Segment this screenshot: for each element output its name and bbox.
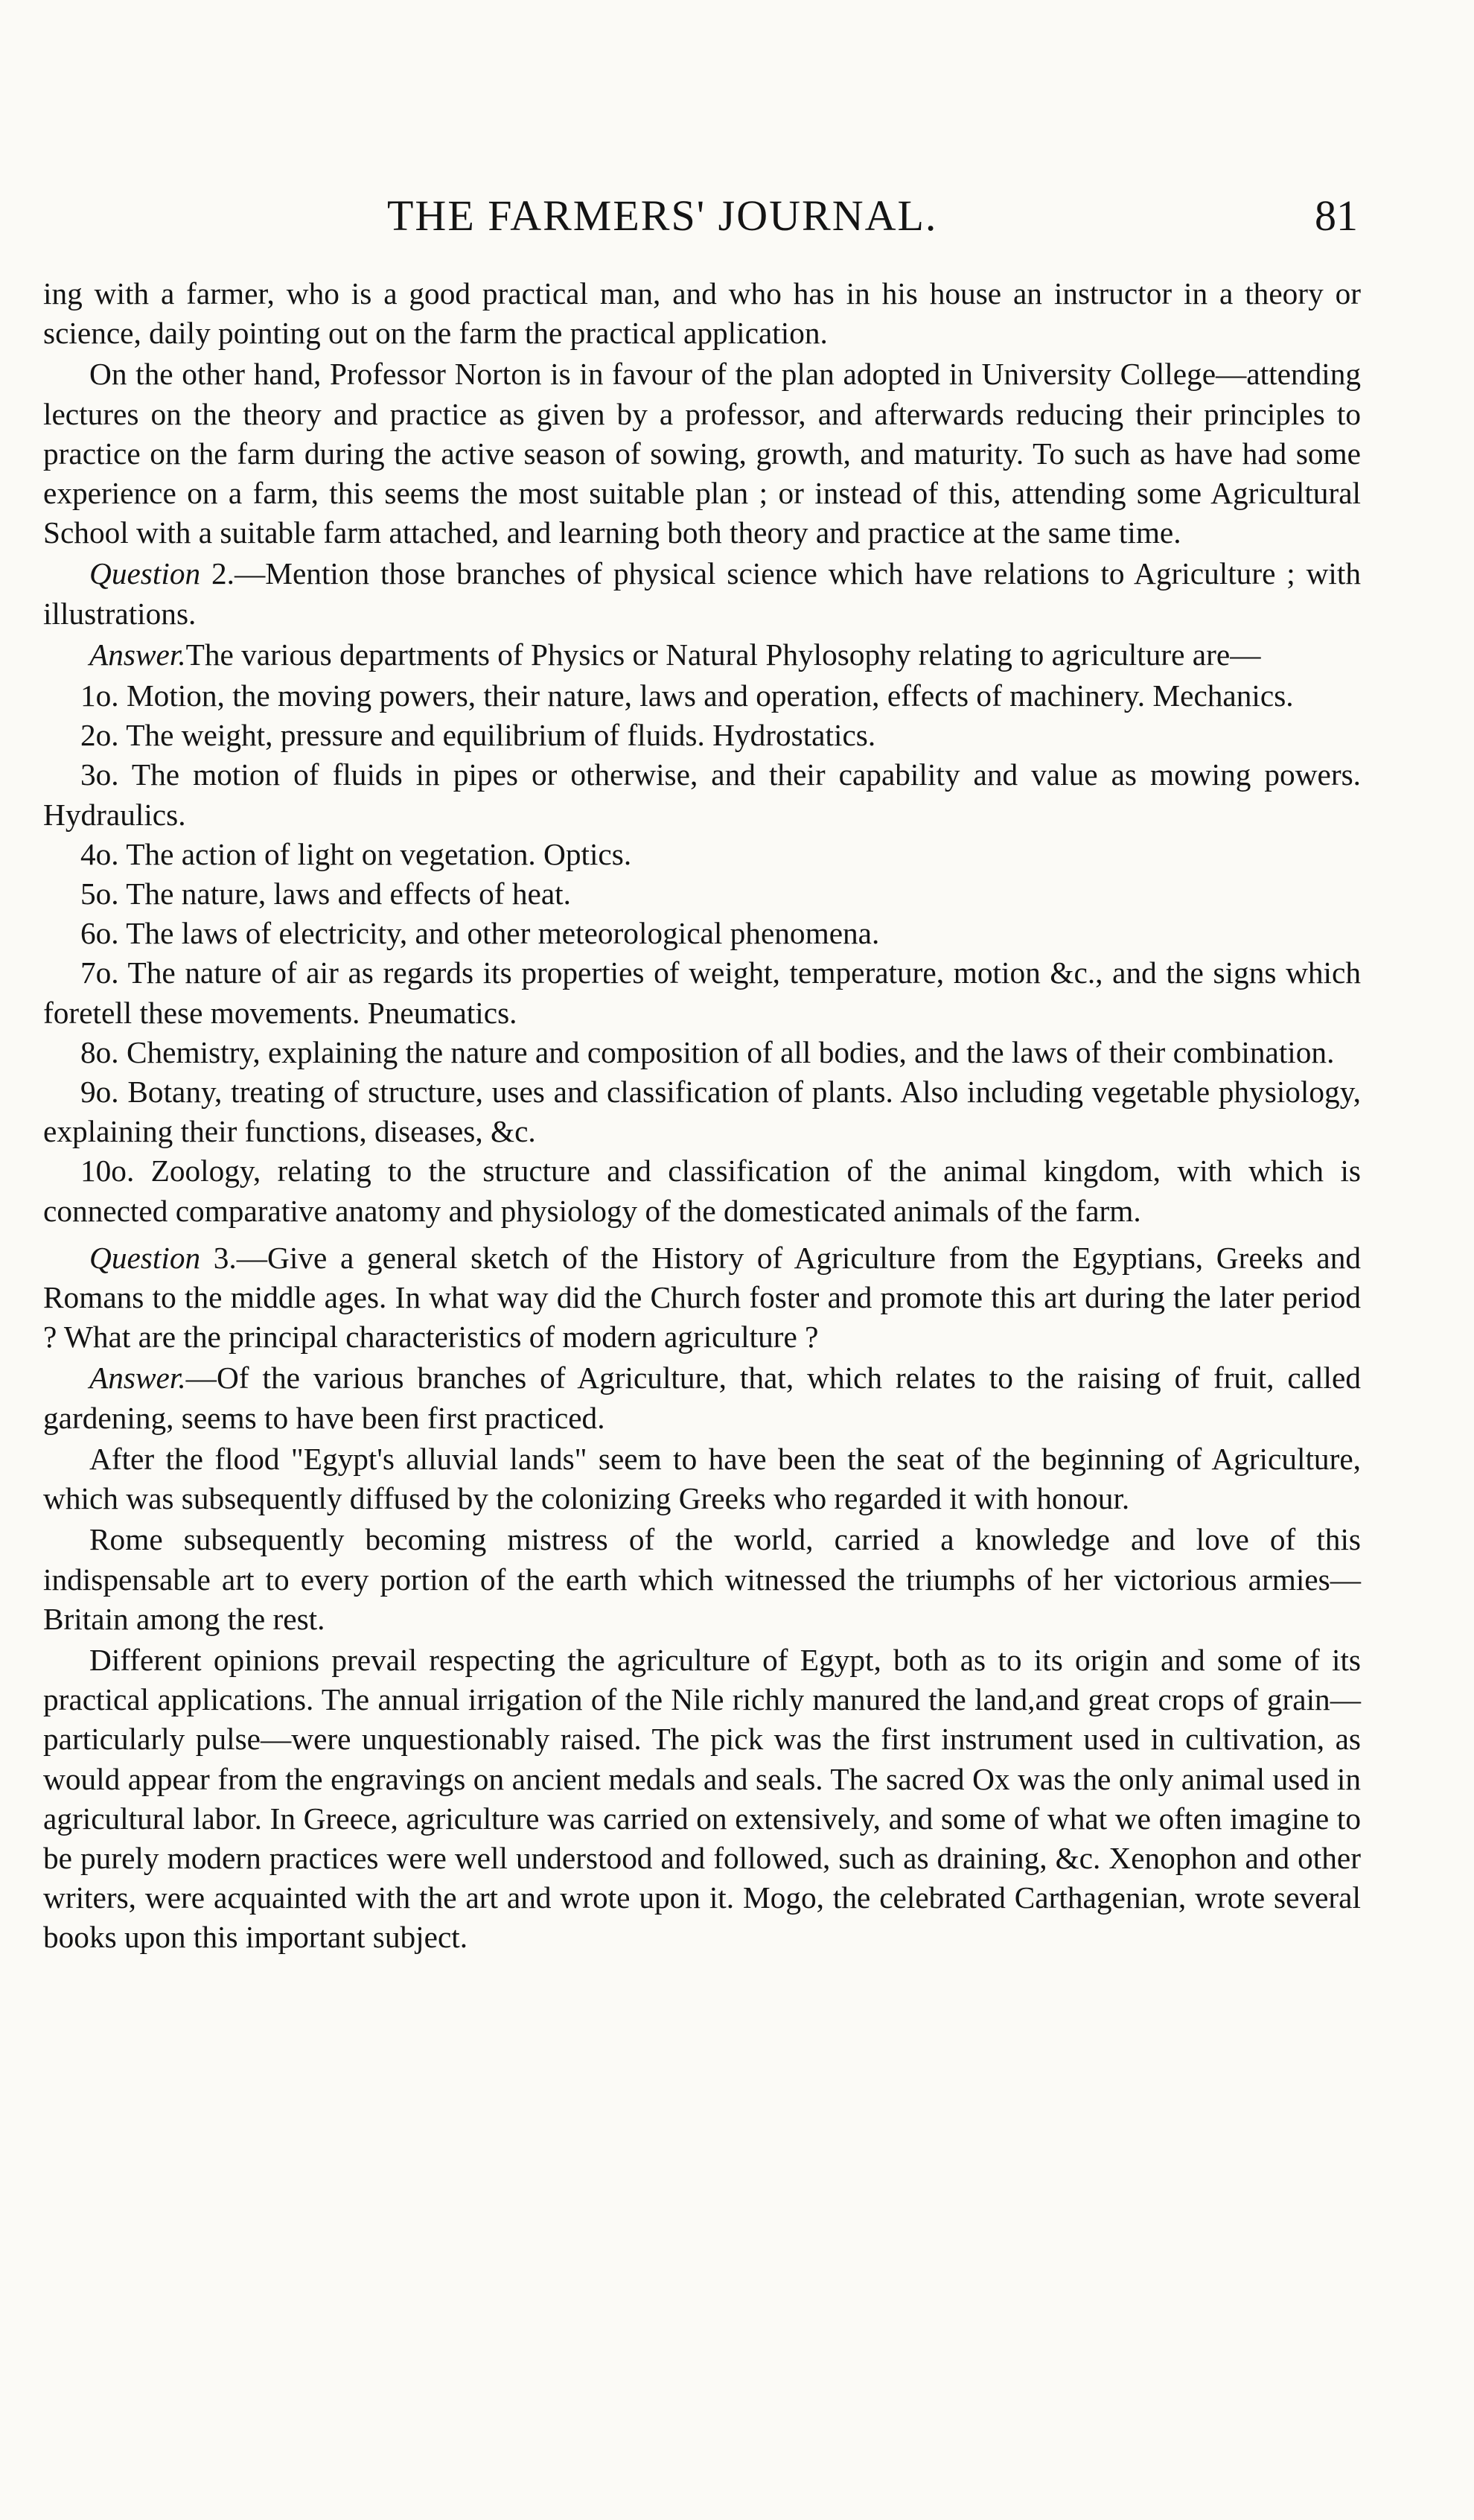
paragraph-rome: Rome subsequently becoming mistress of the world, carried a knowledge and love of this indispensable art to every portion of the earth which witnessed the triumphs of her victorious armies—Britain among the rest. [43,1522,1361,1636]
paragraph-opinions: Different opinions prevail respecting the agriculture of Egypt, both as to its origin and some of its practical applications. The annual irrigation of the Nile richly manured the land,and great crops of grain—particularly pulse—were unquestionably raised. The pick was the first instrument used in cultivation, as would appear from the engravings on ancient medals and seals. The sacred Ox was the only animal used in agricultural labor. In Greece, agriculture was carried on extensively, and some of what we often imagine to be purely modern practices were well understood and followed, such as draining, &c. Xenophon and other writers, were acquainted with the art and wrote upon it. Mogo, the celebrated Carthagenian, wrote several books upon this important subject. [43,1642,1361,1955]
running-title: THE FARMERS' JOURNAL. [387,191,938,240]
list-item: 2o. The weight, pressure and equilibrium of fluids. Hydrostatics. [80,718,876,753]
answer-3-label: Answer. [89,1361,186,1396]
paragraph-norton: On the other hand, Professor Norton is in favour of the plan adopted in University College—attending lectures on the theory and practice as given by a professor, and afterwards reducing their principles to practice on the farm during the active season of sowing, growth, and maturity. To such as have had some experience on a farm, this seems the most suitable plan ; or instead of this, attending some Agricultural School with a suitable farm attached, and learning both theory and practice at the same time. [43,357,1361,550]
list-item: 1o. Motion, the moving powers, their nature, laws and operation, effects of machinery. Mechanics. [80,678,1294,713]
answer-3 [43,1358,1361,1437]
list-item: 10o. Zoology, relating to the structure and classification of the animal kingdom, with which is connected comparative anatomy and physiology of the domesticated animals of the farm. [43,1154,1361,1228]
list-item: 5o. The nature, laws and effects of heat. [80,876,571,911]
list-item: 4o. The action of light on vegetation. Optics. [80,836,632,871]
list-item: 3o. The motion of fluids in pipes or otherwise, and their capability and value as mowing powers. Hydraulics. [43,757,1361,832]
answer-2-text: The various departments of Physics or Natural Phylosophy relating to agriculture are— [185,637,1261,672]
question-2 [43,554,1361,633]
list-item: 6o. The laws of electricity, and other meteorological phenomena. [80,916,880,951]
page-number: 81 [1315,191,1358,240]
paragraph-continued: ing with a farmer, who is a good practical man, and who has in his house an instructor in a theory or science, daily pointing out on the farm the practical application. [43,276,1361,351]
question-3-label: Question [89,1240,201,1275]
answer-2 [43,635,1361,675]
answer-3-text: —Of the various branches of Agriculture, that, which relates to the raising of fruit, called gardening, seems to have been first practiced. [43,1361,1361,1435]
question-3 [43,1238,1361,1358]
article-body [43,274,1361,1959]
question-2-label: Question [89,556,201,591]
list-item: 7o. The nature of air as regards its properties of weight, temperature, motion &c., and the signs which foretell these movements. Pneumatics. [43,955,1361,1030]
answer-2-label: Answer. [89,637,186,672]
list-item: 9o. Botany, treating of structure, uses and classification of plants. Also including vegetable physiology, explaining their functions, diseases, &c. [43,1075,1361,1149]
page-header [0,186,1474,246]
paragraph-egypt: After the flood "Egypt's alluvial lands" seem to have been the seat of the beginning of Agriculture, which was subsequently diffused by the colonizing Greeks who regarded it with honour. [43,1441,1361,1516]
question-3-text: 3.—Give a general sketch of the History of Agriculture from the Egyptians, Greeks and Romans to the middle ages. In what way did the Church foster and promote this art during the later period ? What are the principal characteristics of modern agriculture ? [43,1240,1361,1355]
spacer [43,1231,1361,1238]
list-item: 8o. Chemistry, explaining the nature and composition of all bodies, and the laws of their combination. [80,1034,1335,1069]
question-2-text: 2.—Mention those branches of physical science which have relations to Agriculture ; with illustrations. [43,556,1361,631]
